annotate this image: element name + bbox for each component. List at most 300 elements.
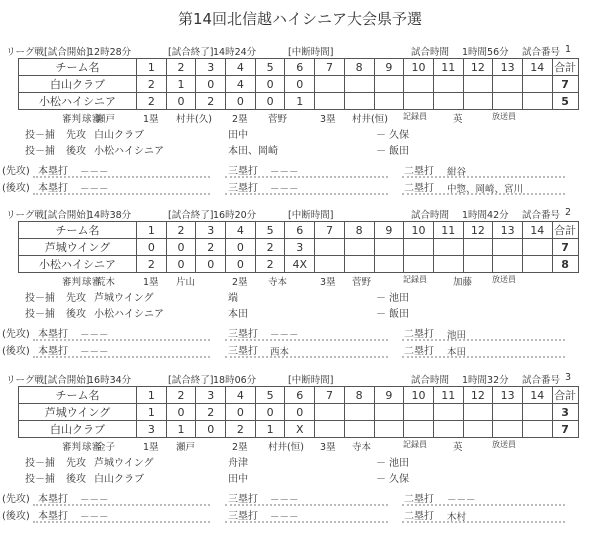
double-label: 二塁打 xyxy=(404,329,434,340)
inning-score: 4X xyxy=(285,256,315,273)
inning-header: 1 xyxy=(137,59,167,76)
league-label: リーグ戦 xyxy=(6,47,45,58)
announcer-label: 放送員 xyxy=(492,275,516,284)
total-score: 3 xyxy=(552,404,578,421)
start-label: [試合開始] xyxy=(44,210,90,221)
battery-team: 白山クラブ xyxy=(94,130,144,141)
plate-umpire-label: 球審 xyxy=(82,114,102,125)
inning-score xyxy=(344,404,374,421)
inning-header: 5 xyxy=(255,59,285,76)
double-label: 二塁打 xyxy=(404,183,434,194)
inning-score xyxy=(463,93,493,110)
triples: －－－ xyxy=(270,184,299,195)
doubles: 木村 xyxy=(447,512,467,523)
battery-row xyxy=(0,305,600,319)
doubles: 池田 xyxy=(447,330,467,341)
battery-team: 白山クラブ xyxy=(94,474,144,485)
inning-header: 2 xyxy=(166,222,196,239)
inning-score xyxy=(404,256,434,273)
dash: － xyxy=(376,146,386,157)
home-run-label: 本塁打 xyxy=(38,511,68,522)
side-label: 後攻 xyxy=(66,309,86,320)
doubles: 中惣、岡崎、宮川 xyxy=(447,184,524,195)
inning-header: 11 xyxy=(433,387,463,404)
inning-score: 0 xyxy=(255,93,285,110)
inning-header: 14 xyxy=(522,59,552,76)
team-score-row xyxy=(19,256,579,273)
triples: －－－ xyxy=(270,512,299,523)
third-base-umpire: 寺本 xyxy=(352,442,372,453)
inning-header: 11 xyxy=(433,59,463,76)
inning-score xyxy=(374,404,404,421)
inning-header: 1 xyxy=(137,222,167,239)
third-base-label: 3塁 xyxy=(320,114,336,125)
second-base-umpire: 菅野 xyxy=(268,114,288,125)
team-name-header: チーム名 xyxy=(19,59,137,76)
battery-row xyxy=(0,289,600,303)
battery-row xyxy=(0,142,600,156)
inning-header: 7 xyxy=(315,59,345,76)
inning-score xyxy=(493,421,523,438)
triple-label: 三塁打 xyxy=(228,494,258,505)
battery-team: 芦城ウイング xyxy=(94,293,154,304)
inning-score xyxy=(374,76,404,93)
page-title: 第14回北信越ハイシニア大会県予選 xyxy=(177,10,423,28)
inning-score: 0 xyxy=(226,404,256,421)
extra-base-hits-row xyxy=(0,325,600,341)
pitchers: 舟津 xyxy=(228,458,248,469)
inning-score xyxy=(315,256,345,273)
inning-score: 2 xyxy=(137,93,167,110)
inning-score xyxy=(463,256,493,273)
third-base-umpire: 菅野 xyxy=(352,277,372,288)
inning-score xyxy=(433,93,463,110)
inning-score xyxy=(404,93,434,110)
inning-header: 5 xyxy=(255,222,285,239)
inning-score xyxy=(374,256,404,273)
team-score-row xyxy=(19,421,579,438)
home-runs: －－－ xyxy=(80,347,109,358)
scoreboard-table xyxy=(18,58,579,110)
umpire-label: 審判 xyxy=(62,442,82,453)
inning-score: 2 xyxy=(226,421,256,438)
first-base-label: 1塁 xyxy=(143,114,159,125)
duration-label: 試合時間 xyxy=(411,47,450,58)
double-label: 二塁打 xyxy=(404,166,434,177)
total-header: 合計 xyxy=(552,387,578,404)
dash: － xyxy=(376,458,386,469)
inning-header: 14 xyxy=(522,387,552,404)
home-run-label: 本塁打 xyxy=(38,329,68,340)
inning-score xyxy=(344,256,374,273)
inning-header: 10 xyxy=(404,59,434,76)
inning-score: 1 xyxy=(255,421,285,438)
first-base-umpire: 片山 xyxy=(176,277,196,288)
game-number-label: 試合番号 xyxy=(522,210,561,221)
scorer-name: 加藤 xyxy=(453,277,473,288)
game-header xyxy=(6,44,596,58)
duration-value: 1時間42分 xyxy=(462,210,509,221)
inning-score: 0 xyxy=(226,239,256,256)
underline xyxy=(33,339,210,341)
inning-score xyxy=(433,256,463,273)
inning-header: 7 xyxy=(315,387,345,404)
side-label: (後攻) xyxy=(2,183,30,194)
inning-score xyxy=(433,76,463,93)
inning-header: 14 xyxy=(522,222,552,239)
inning-header: 7 xyxy=(315,222,345,239)
extra-base-hits-row xyxy=(0,490,600,506)
game-header xyxy=(6,372,596,386)
inning-header: 13 xyxy=(493,59,523,76)
total-score: 8 xyxy=(552,256,578,273)
duration-value: 1時間32分 xyxy=(462,375,509,386)
second-base-umpire: 村井(恒) xyxy=(268,442,304,453)
league-label: リーグ戦 xyxy=(6,210,45,221)
inning-header: 3 xyxy=(196,59,226,76)
extra-base-hits-row xyxy=(0,342,600,358)
inning-score xyxy=(522,256,552,273)
inning-score xyxy=(463,404,493,421)
catcher: 池田 xyxy=(389,458,409,469)
game-header xyxy=(6,207,596,221)
team-score-row xyxy=(19,239,579,256)
underline xyxy=(33,176,210,178)
inning-score xyxy=(522,76,552,93)
side-label: 後攻 xyxy=(66,474,86,485)
team-score-row xyxy=(19,93,579,110)
side-label: (後攻) xyxy=(2,511,30,522)
side-label: 先攻 xyxy=(66,130,86,141)
umpire-label: 審判 xyxy=(62,114,82,125)
end-label: [試合終了] xyxy=(168,375,214,386)
triples: 西本 xyxy=(270,347,290,358)
first-base-label: 1塁 xyxy=(143,442,159,453)
plate-umpire: 荒木 xyxy=(96,277,116,288)
inning-header: 13 xyxy=(493,222,523,239)
inning-header: 8 xyxy=(344,387,374,404)
underline xyxy=(33,521,210,523)
inning-score xyxy=(404,404,434,421)
inning-header: 12 xyxy=(463,59,493,76)
end-time: 16時20分 xyxy=(213,210,257,221)
umpire-label: 審判 xyxy=(62,277,82,288)
pitchers: 本田、岡崎 xyxy=(228,146,278,157)
inning-header: 2 xyxy=(166,59,196,76)
second-base-label: 2塁 xyxy=(232,277,248,288)
start-time: 12時28分 xyxy=(88,47,132,58)
plate-umpire: 瀬戸 xyxy=(96,114,116,125)
underline xyxy=(402,176,565,178)
start-label: [試合開始] xyxy=(44,375,90,386)
umpire-row xyxy=(0,274,600,288)
battery-team: 芦城ウイング xyxy=(94,458,154,469)
total-score: 7 xyxy=(552,239,578,256)
inning-score xyxy=(374,421,404,438)
doubles: 本田 xyxy=(447,347,467,358)
underline xyxy=(402,356,565,358)
pitchers: 田中 xyxy=(228,130,248,141)
inning-score: 2 xyxy=(196,239,226,256)
announcer-label: 放送員 xyxy=(492,440,516,449)
inning-score: 0 xyxy=(196,421,226,438)
inning-score xyxy=(344,93,374,110)
inning-score xyxy=(493,256,523,273)
inning-score: 2 xyxy=(255,239,285,256)
underline xyxy=(402,521,565,523)
inning-header: 4 xyxy=(226,59,256,76)
inning-score: 2 xyxy=(137,256,167,273)
plate-umpire: 金子 xyxy=(96,442,116,453)
battery-label: 投－捕 xyxy=(25,458,55,469)
first-base-umpire: 村井(久) xyxy=(176,114,212,125)
inning-score: 2 xyxy=(255,256,285,273)
team-name: 小松ハイシニア xyxy=(19,93,137,110)
inning-score: 2 xyxy=(137,76,167,93)
inning-score: 4 xyxy=(226,76,256,93)
inning-score xyxy=(404,421,434,438)
battery-row xyxy=(0,126,600,140)
inning-score: 3 xyxy=(137,421,167,438)
scorer-name: 英 xyxy=(453,442,463,453)
triples: －－－ xyxy=(270,495,299,506)
doubles: 紺谷 xyxy=(447,167,467,178)
end-label: [試合終了] xyxy=(168,210,214,221)
game-block xyxy=(0,44,600,204)
duration-label: 試合時間 xyxy=(411,375,450,386)
duration-value: 1時間56分 xyxy=(462,47,509,58)
suspend-label: [中断時間] xyxy=(288,47,334,58)
underline xyxy=(225,521,388,523)
inning-header: 10 xyxy=(404,387,434,404)
double-label: 二塁打 xyxy=(404,494,434,505)
underline xyxy=(225,504,388,506)
start-time: 16時34分 xyxy=(88,375,132,386)
team-name: 小松ハイシニア xyxy=(19,256,137,273)
inning-score: 0 xyxy=(196,76,226,93)
team-name: 白山クラブ xyxy=(19,421,137,438)
inning-score: 0 xyxy=(196,256,226,273)
side-label: (後攻) xyxy=(2,346,30,357)
side-label: (先攻) xyxy=(2,329,30,340)
double-label: 二塁打 xyxy=(404,511,434,522)
team-score-row xyxy=(19,76,579,93)
triple-label: 三塁打 xyxy=(228,183,258,194)
team-score-row xyxy=(19,404,579,421)
battery-team: 小松ハイシニア xyxy=(94,309,164,320)
extra-base-hits-row xyxy=(0,162,600,178)
catcher: 飯田 xyxy=(389,146,409,157)
inning-header: 6 xyxy=(285,222,315,239)
game-block xyxy=(0,207,600,367)
inning-score: 3 xyxy=(285,239,315,256)
total-score: 7 xyxy=(552,76,578,93)
inning-score xyxy=(463,239,493,256)
dash: － xyxy=(376,474,386,485)
side-label: (先攻) xyxy=(2,166,30,177)
inning-score: 0 xyxy=(226,256,256,273)
extra-base-hits-row xyxy=(0,507,600,523)
dash: － xyxy=(376,293,386,304)
inning-score: 2 xyxy=(196,93,226,110)
catcher: 久保 xyxy=(389,130,409,141)
inning-header: 11 xyxy=(433,222,463,239)
inning-header: 2 xyxy=(166,387,196,404)
triple-label: 三塁打 xyxy=(228,329,258,340)
announcer-label: 放送員 xyxy=(492,112,516,121)
inning-score xyxy=(522,239,552,256)
inning-header: 3 xyxy=(196,387,226,404)
battery-label: 投－捕 xyxy=(25,146,55,157)
inning-header: 13 xyxy=(493,387,523,404)
side-label: 先攻 xyxy=(66,458,86,469)
underline xyxy=(225,176,388,178)
team-name-header: チーム名 xyxy=(19,222,137,239)
inning-score xyxy=(404,239,434,256)
third-base-label: 3塁 xyxy=(320,442,336,453)
inning-score xyxy=(522,404,552,421)
plate-umpire-label: 球審 xyxy=(82,442,102,453)
battery-label: 投－捕 xyxy=(25,474,55,485)
catcher: 飯田 xyxy=(389,309,409,320)
inning-score: 0 xyxy=(166,256,196,273)
scorer-name: 英 xyxy=(453,114,463,125)
inning-header: 5 xyxy=(255,387,285,404)
inning-header: 8 xyxy=(344,59,374,76)
battery-team: 小松ハイシニア xyxy=(94,146,164,157)
inning-header: 4 xyxy=(226,387,256,404)
scoreboard-table xyxy=(18,221,579,273)
inning-score xyxy=(433,239,463,256)
inning-header: 3 xyxy=(196,222,226,239)
inning-score xyxy=(493,76,523,93)
catcher: 池田 xyxy=(389,293,409,304)
underline xyxy=(33,356,210,358)
inning-score: 0 xyxy=(285,404,315,421)
inning-score xyxy=(493,404,523,421)
start-label: [試合開始] xyxy=(44,47,90,58)
pitchers: 端 xyxy=(228,293,238,304)
second-base-label: 2塁 xyxy=(232,114,248,125)
triple-label: 三塁打 xyxy=(228,511,258,522)
home-run-label: 本塁打 xyxy=(38,494,68,505)
total-header: 合計 xyxy=(552,222,578,239)
battery-row xyxy=(0,454,600,468)
league-label: リーグ戦 xyxy=(6,375,45,386)
umpire-row xyxy=(0,111,600,125)
battery-label: 投－捕 xyxy=(25,293,55,304)
inning-score xyxy=(315,421,345,438)
triple-label: 三塁打 xyxy=(228,346,258,357)
inning-score xyxy=(404,76,434,93)
side-label: (先攻) xyxy=(2,494,30,505)
inning-score: 0 xyxy=(137,239,167,256)
triple-label: 三塁打 xyxy=(228,166,258,177)
inning-header: 12 xyxy=(463,222,493,239)
inning-score xyxy=(315,76,345,93)
inning-header: 4 xyxy=(226,222,256,239)
inning-score xyxy=(315,404,345,421)
inning-score: 1 xyxy=(285,93,315,110)
inning-header: 1 xyxy=(137,387,167,404)
team-name-header: チーム名 xyxy=(19,387,137,404)
third-base-umpire: 村井(恒) xyxy=(352,114,388,125)
scorer-label: 記録員 xyxy=(403,440,427,449)
underline xyxy=(225,339,388,341)
inning-header: 6 xyxy=(285,59,315,76)
team-name: 白山クラブ xyxy=(19,76,137,93)
home-runs: －－－ xyxy=(80,330,109,341)
inning-header: 6 xyxy=(285,387,315,404)
team-name: 芦城ウイング xyxy=(19,404,137,421)
inning-score xyxy=(344,239,374,256)
home-runs: －－－ xyxy=(80,184,109,195)
inning-score: 2 xyxy=(196,404,226,421)
inning-score xyxy=(344,76,374,93)
inning-score xyxy=(315,93,345,110)
battery-label: 投－捕 xyxy=(25,309,55,320)
plate-umpire-label: 球審 xyxy=(82,277,102,288)
inning-header: 10 xyxy=(404,222,434,239)
inning-score: 0 xyxy=(226,93,256,110)
scorer-label: 記録員 xyxy=(403,275,427,284)
scoreboard-header-row xyxy=(19,387,579,404)
game-block xyxy=(0,372,600,532)
first-base-label: 1塁 xyxy=(143,277,159,288)
inning-score: 1 xyxy=(166,76,196,93)
scoreboard-header-row xyxy=(19,59,579,76)
start-time: 14時38分 xyxy=(88,210,132,221)
total-score: 7 xyxy=(552,421,578,438)
inning-score: 0 xyxy=(255,404,285,421)
scorer-label: 記録員 xyxy=(403,112,427,121)
second-base-umpire: 寺本 xyxy=(268,277,288,288)
home-runs: －－－ xyxy=(80,167,109,178)
underline xyxy=(402,339,565,341)
underline xyxy=(402,193,565,195)
inning-header: 12 xyxy=(463,387,493,404)
dash: － xyxy=(376,130,386,141)
total-score: 5 xyxy=(552,93,578,110)
inning-header: 8 xyxy=(344,222,374,239)
inning-score xyxy=(374,93,404,110)
triples: －－－ xyxy=(270,330,299,341)
inning-score xyxy=(344,421,374,438)
inning-score xyxy=(522,421,552,438)
third-base-label: 3塁 xyxy=(320,277,336,288)
inning-score: 1 xyxy=(166,421,196,438)
double-label: 二塁打 xyxy=(404,346,434,357)
inning-score xyxy=(493,239,523,256)
pitchers: 本田 xyxy=(228,309,248,320)
inning-score xyxy=(433,404,463,421)
inning-score xyxy=(463,76,493,93)
inning-score xyxy=(315,239,345,256)
game-number: 1 xyxy=(565,44,572,55)
home-runs: －－－ xyxy=(80,512,109,523)
game-number: 3 xyxy=(565,372,572,383)
inning-score xyxy=(463,421,493,438)
underline xyxy=(33,504,210,506)
inning-header: 9 xyxy=(374,222,404,239)
inning-score: 0 xyxy=(166,239,196,256)
scoreboard-header-row xyxy=(19,222,579,239)
pitchers: 田中 xyxy=(228,474,248,485)
inning-score xyxy=(493,93,523,110)
duration-label: 試合時間 xyxy=(411,210,450,221)
inning-header: 9 xyxy=(374,387,404,404)
inning-score xyxy=(433,421,463,438)
